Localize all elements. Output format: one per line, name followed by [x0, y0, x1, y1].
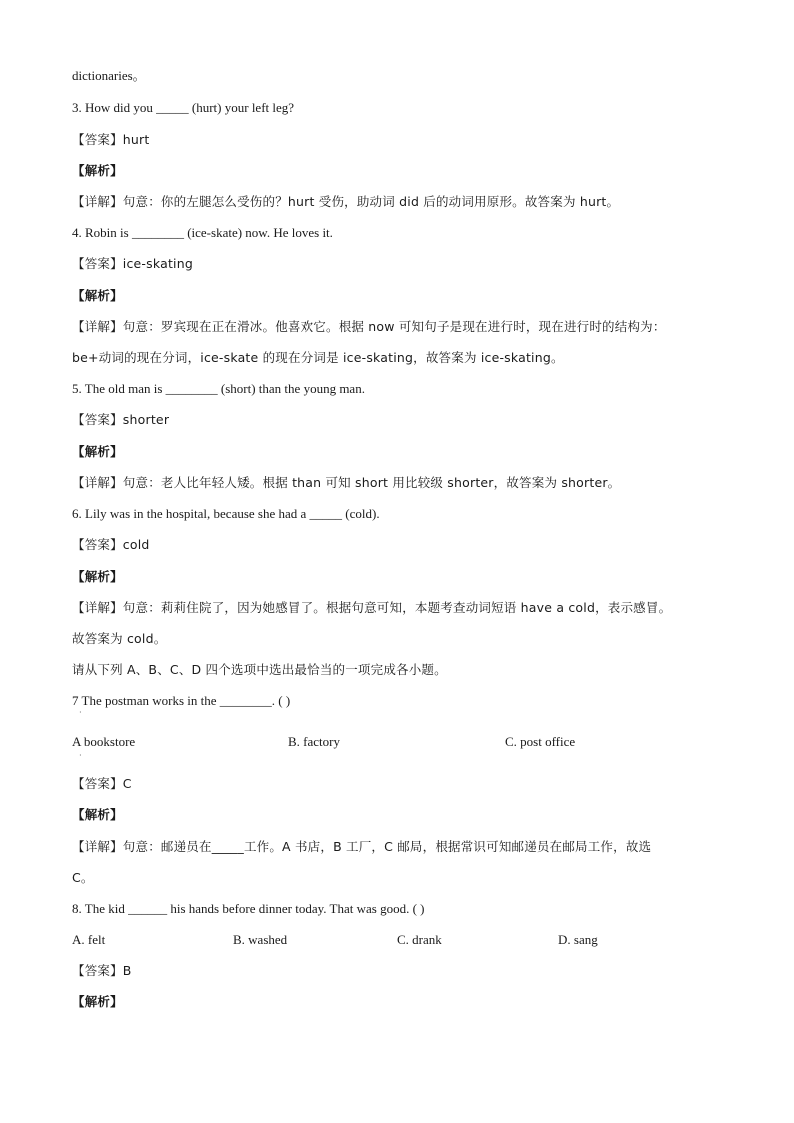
- question-8: 8. The kid ______ his hands before dinner today. That was good. ( ): [72, 901, 425, 916]
- analysis-heading-4: 【解析】: [72, 288, 123, 303]
- dot-mark: ·: [79, 751, 82, 760]
- question-6: 6. Lily was in the hospital, because she had a _____ (cold).: [72, 506, 380, 521]
- option-b: B. washed: [233, 932, 288, 947]
- answer-7: 【答案】C: [72, 776, 132, 791]
- option-c: C. post office: [505, 734, 576, 749]
- option-b: B. factory: [288, 734, 340, 749]
- analysis-heading-7: 【解析】: [72, 807, 123, 822]
- answer-5: 【答案】shorter: [72, 412, 170, 427]
- explanation-7-line-2: C。: [72, 870, 94, 885]
- question-7-options: [72, 734, 732, 750]
- analysis-heading-6: 【解析】: [72, 569, 123, 584]
- question-7: 7 The postman works in the ________. ( ): [72, 693, 291, 708]
- explanation-7-line-1: 【详解】句意：邮递员在_____工作。A 书店，B 工厂，C 邮局，根据常识可知邮递员在邮局工作，故选: [72, 839, 652, 854]
- question-5: 5. The old man is ________ (short) than the young man.: [72, 381, 365, 396]
- explanation-3: 【详解】句意：你的左腿怎么受伤的？hurt 受伤，助动词 did 后的动词用原形。故答案为 hurt。: [72, 194, 620, 209]
- answer-6: 【答案】cold: [72, 537, 150, 552]
- question-4: 4. Robin is ________ (ice-skate) now. He loves it.: [72, 225, 333, 240]
- explanation-4-line-1: 【详解】句意：罗宾现在正在滑冰。他喜欢它。根据 now 可知句子是现在进行时，现在进行时的结构为：: [72, 319, 666, 334]
- explanation-6-line-2: 故答案为 cold。: [72, 631, 167, 646]
- section-instruction: 请从下列 A、B、C、D 四个选项中选出最恰当的一项完成各小题。: [72, 662, 447, 677]
- question-8-options: [72, 932, 732, 948]
- answer-4: 【答案】ice-skating: [72, 256, 193, 271]
- answer-3: 【答案】hurt: [72, 132, 150, 147]
- option-d: D. sang: [558, 932, 598, 947]
- analysis-heading-3: 【解析】: [72, 163, 123, 178]
- text-line: dictionaries。: [72, 68, 146, 83]
- option-a: A bookstore: [72, 734, 136, 749]
- analysis-heading-8: 【解析】: [72, 994, 123, 1009]
- option-c: C. drank: [397, 932, 442, 947]
- option-a: A. felt: [72, 932, 106, 947]
- explanation-6-line-1: 【详解】句意：莉莉住院了，因为她感冒了。根据句意可知，本题考查动词短语 have a cold，表示感冒。: [72, 600, 672, 615]
- explanation-4-line-2: be+动词的现在分词，ice-skate 的现在分词是 ice-skating，故答案为 ice-skating。: [72, 350, 564, 365]
- analysis-heading-5: 【解析】: [72, 444, 123, 459]
- dot-mark: ·: [79, 708, 82, 717]
- explanation-5: 【详解】句意：老人比年轻人矮。根据 than 可知 short 用比较级 shorter，故答案为 shorter。: [72, 475, 621, 490]
- answer-8: 【答案】B: [72, 963, 132, 978]
- question-3: 3. How did you _____ (hurt) your left leg?: [72, 100, 295, 115]
